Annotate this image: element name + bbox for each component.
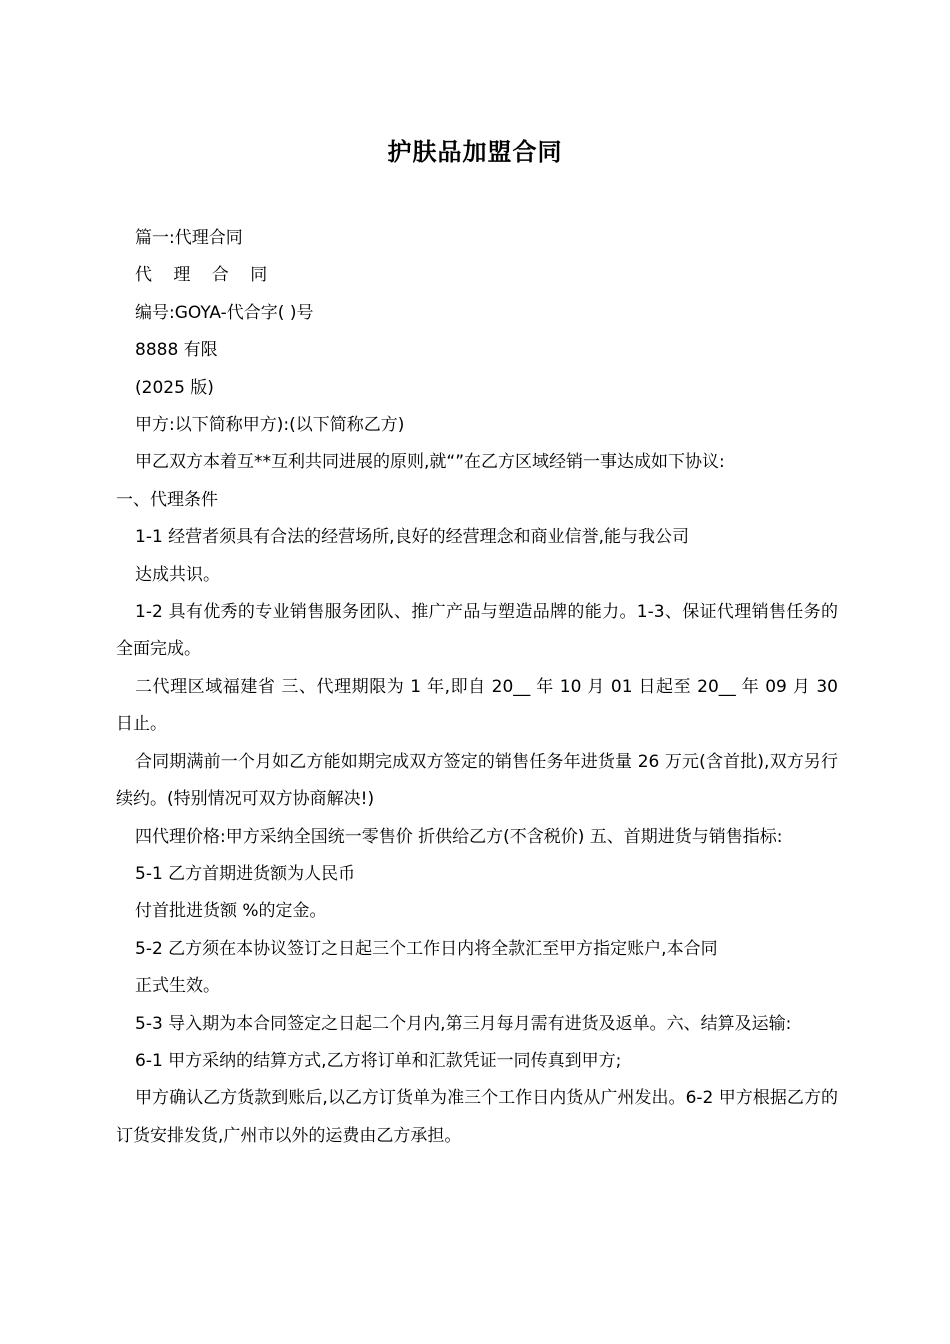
paragraph: 二代理区域福建省 三、代理期限为 1 年,即自 20__ 年 10 月 01 日起至 20__ 年 09 月 30 日止。 bbox=[116, 676, 838, 735]
document-title: 护肤品加盟合同 bbox=[387, 138, 563, 166]
document-body bbox=[116, 220, 838, 1155]
paragraph: 甲乙双方本着互**互利共同进展的原则,就“”在乙方区域经销一事达成如下协议: bbox=[135, 452, 725, 473]
paragraph: (2025 版) bbox=[135, 377, 214, 398]
paragraph: 甲方:以下简称甲方):(以下简称乙方) bbox=[135, 415, 405, 436]
paragraph: 1-1 经营者须具有合法的经营场所,良好的经营理念和商业信誉,能与我公司 bbox=[135, 527, 689, 548]
paragraph: 代 理 合 同 bbox=[135, 265, 276, 286]
paragraph: 甲方确认乙方货款到账后,以乙方订货单为准三个工作日内货从广州发出。6-2 甲方根据乙方的订货安排发货,广州市以外的运费由乙方承担。 bbox=[116, 1088, 838, 1146]
paragraph: 5-3 导入期为本合同签定之日起二个月内,第三月每月需有进货及返单。六、结算及运输: bbox=[135, 1013, 792, 1034]
paragraph: 付首批进货额 %的定金。 bbox=[135, 901, 327, 922]
paragraph: 合同期满前一个月如乙方能如期完成双方签定的销售任务年进货量 26 万元(含首批),双方另行续约。(特别情况可双方协商解决!) bbox=[116, 751, 838, 810]
paragraph: 8888 有限 bbox=[135, 340, 218, 361]
paragraph: 1-2 具有优秀的专业销售服务团队、推广产品与塑造品牌的能力。1-3、保证代理销售任务的全面完成。 bbox=[116, 602, 838, 660]
paragraph: 5-1 乙方首期进货额为人民币 bbox=[135, 863, 356, 884]
section-heading: 一、代理条件 bbox=[116, 489, 218, 510]
paragraph: 5-2 乙方须在本协议签订之日起三个工作日内将全款汇至甲方指定账户,本合同 bbox=[135, 938, 718, 959]
paragraph: 正式生效。 bbox=[135, 976, 220, 997]
paragraph: 四代理价格:甲方采纳全国统一零售价 折供给乙方(不含税价) 五、首期进货与销售指标: bbox=[135, 826, 783, 847]
paragraph: 6-1 甲方采纳的结算方式,乙方将订单和汇款凭证一同传真到甲方; bbox=[135, 1050, 622, 1071]
paragraph: 篇一:代理合同 bbox=[135, 228, 243, 248]
paragraph: 达成共识。 bbox=[135, 564, 220, 585]
paragraph: 编号:GOYA-代合字( )号 bbox=[135, 302, 314, 323]
